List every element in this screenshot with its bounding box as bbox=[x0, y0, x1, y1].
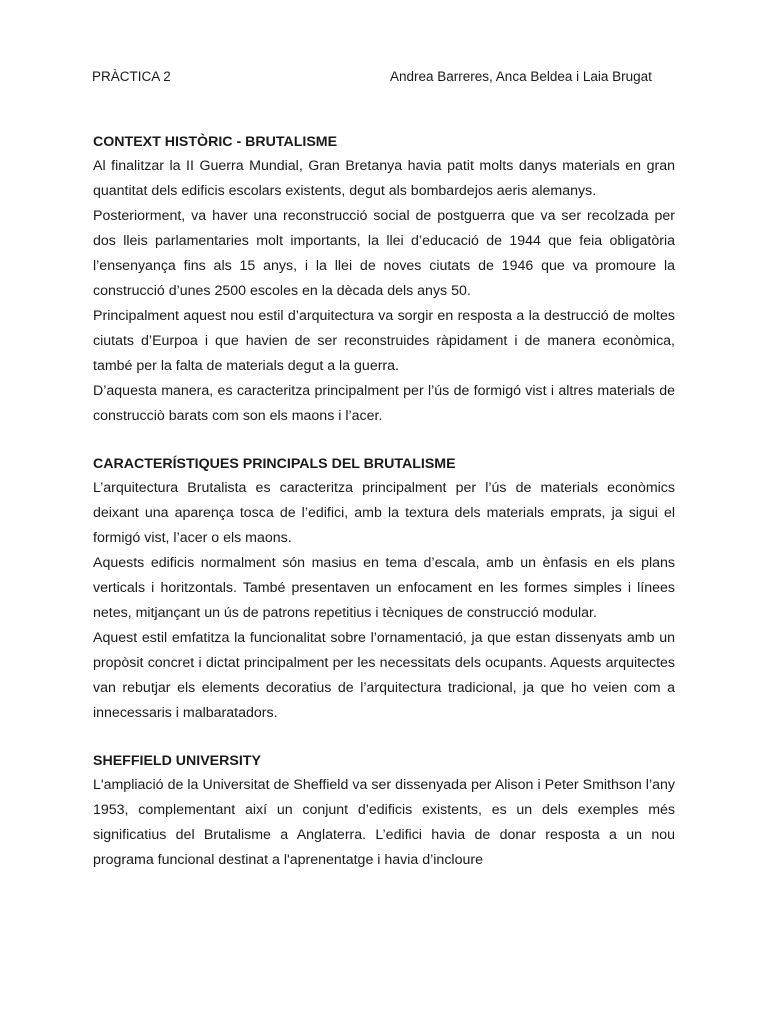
paragraph: Al finalitzar la II Guerra Mundial, Gran Bretanya havia patit molts danys materials en gran quantitat dels edificis escolars existents, degut als bombardejos aeris alemanys. bbox=[93, 158, 675, 199]
section-caracteristiques bbox=[93, 454, 675, 726]
paragraph: L’arquitectura Brutalista es caracteritza principalment per l’ús de materials econòmics deixant una aparença tosca de l’edifici, amb la textura dels materials emprats, ja sigui el formigó vist, l’acer o els maons. bbox=[93, 480, 675, 546]
paragraph: Aquests edificis normalment són masius en tema d’escala, amb un ènfasis en els plans verticals i horitzontals. També presentaven un enfocament en les formes simples i línees netes, mitjançant un ús de patrons repetitius i tècniques de construcció modular. bbox=[93, 555, 675, 621]
section-sheffield-university bbox=[93, 751, 675, 873]
header-authors: Andrea Barreres, Anca Beldea i Laia Brugat bbox=[390, 69, 652, 84]
section-context-historic bbox=[93, 132, 675, 429]
section-spacer bbox=[93, 726, 675, 751]
paragraph: Aquest estil emfatitza la funcionalitat sobre l’ornamentació, ja que estan dissenyats amb un propòsit concret i dictat principalment per les necessitats dels ocupants. Aquests arquitectes van rebutjar els elements decoratius de l’arquitectura tradicional, ja que ho veien com a innecessaris i malbaratadors. bbox=[93, 630, 675, 721]
section-spacer bbox=[93, 429, 675, 454]
paragraph: Posteriorment, va haver una reconstrucció social de postguerra que va ser recolzada per dos lleis parlamentaries molt importants, la llei d’educació de 1944 que feia obligatòria l’ensenyança fins als 15 anys, i la llei de noves ciutats de 1946 que va promoure la construcció d’unes 2500 escoles en la dècada dels anys 50. bbox=[93, 208, 675, 299]
section-title: CARACTERÍSTIQUES PRINCIPALS DEL BRUTALISME bbox=[93, 456, 456, 472]
paragraph: D’aquesta manera, es caracteritza principalment per l’ús de formigó vist i altres materials de construcciò barats com son els maons i l’acer. bbox=[93, 383, 675, 424]
paragraph: L'ampliació de la Universitat de Sheffield va ser dissenyada per Alison i Peter Smithson l’any 1953, complementant així un conjunt d’edificis existents, es un dels exemples més significatius del Brutalisme a Anglaterra. L’edifici havia de donar resposta a un nou programa funcional destinat a l'aprenentatge i havia d’incloure bbox=[93, 777, 675, 868]
document-body bbox=[93, 132, 675, 873]
header-course: PRÀCTICA 2 bbox=[92, 69, 171, 84]
section-title: SHEFFIELD UNIVERSITY bbox=[93, 753, 261, 769]
paragraph: Principalment aquest nou estil d’arquitectura va sorgir en resposta a la destrucció de moltes ciutats d’Eurpoa i que havien de ser reconstruides ràpidament i de manera econòmica, també per la falta de materials degut a la guerra. bbox=[93, 308, 675, 374]
section-title: CONTEXT HISTÒRIC - BRUTALISME bbox=[93, 134, 338, 150]
